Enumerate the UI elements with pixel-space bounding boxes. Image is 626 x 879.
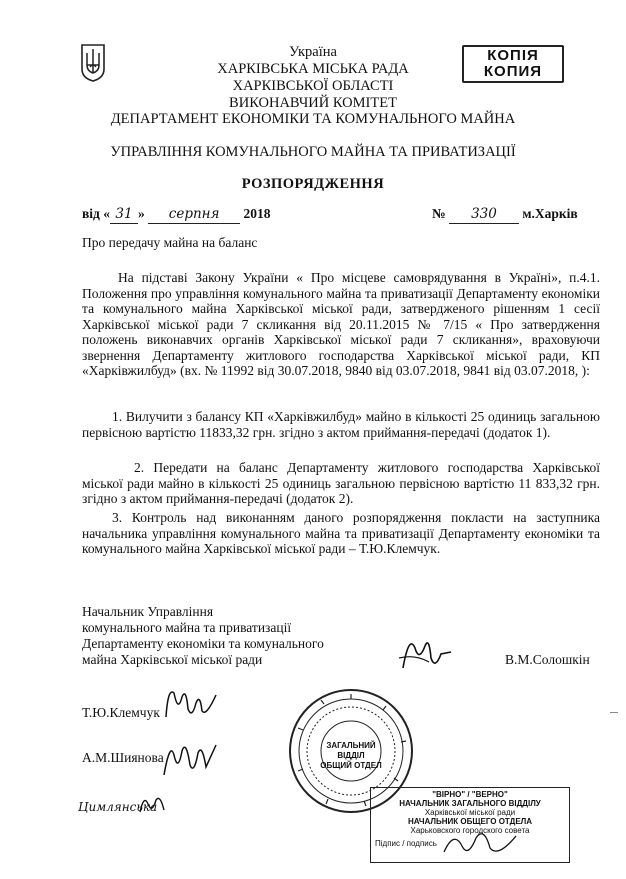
- margin-mark: [610, 712, 618, 713]
- header-department: ДЕПАРТАМЕНТ ЕКОНОМІКИ ТА КОМУНАЛЬНОГО МАЙНА: [110, 111, 516, 127]
- header-directorate: УПРАВЛІННЯ КОМУНАЛЬНОГО МАЙНА ТА ПРИВАТИЗАЦІЇ: [110, 144, 516, 160]
- verno-line-5: Підпис / подпись: [375, 839, 437, 848]
- signer-title-1: Начальник Управління: [82, 604, 214, 619]
- date-prefix: від «: [82, 206, 110, 221]
- approval-3: Цимлянська: [78, 800, 158, 814]
- verno-line-4: Харьковского городского совета: [410, 826, 530, 835]
- body-intro: На підставі Закону України « Про місцеве самоврядування в Україні», п.4.1. Положення про управління комунального майна та приватизації Департаменту економіки та комунального майна Харківської міської ради, затвердженого рішенням 1 сесії Харківської міської ради 7 скликання від 20.11.2015 № 7/15 « Про затвердження положень виконавчих органів Харківської міської ради 7 скликання», враховуючи звернення Департаменту житлового господарства Харківської міської ради, КП «Харківжилбуд» (вх. № 11992 від 30.07.2018, 9840 від 03.07.2018, 9841 від 03.07.2018, ):: [82, 270, 600, 378]
- verno-line-1: НАЧАЛЬНИК ЗАГАЛЬНОГО ВІДДІЛУ: [399, 799, 541, 808]
- approval-2: А.М.Шиянова: [82, 750, 164, 765]
- number-label: №: [432, 206, 446, 221]
- header-council: ХАРКІВСЬКА МІСЬКА РАДА: [217, 61, 409, 77]
- seal-center-3: ОБЩИЙ ОТДЕЛ: [320, 761, 382, 770]
- header-region: ХАРКІВСЬКОЇ ОБЛАСТІ: [232, 78, 394, 94]
- signer-title-2: комунального майна та приватизації: [82, 620, 292, 635]
- date-month: серпня: [148, 207, 240, 224]
- city: м.Харків: [522, 206, 578, 221]
- copy-stamp-line1: КОПІЯ: [487, 47, 539, 64]
- body-item1: 1. Вилучити з балансу КП «Харківжилбуд» майно в кількості 25 одиниць загальною первісною вартістю 11833,32 грн. згідно з актом приймання-передачі (додаток 1).: [82, 409, 600, 440]
- signer-title-4: майна Харківської міської ради: [82, 652, 263, 667]
- subject-line: Про передачу майна на баланс: [82, 235, 258, 250]
- number-line: [432, 206, 612, 224]
- verno-line-2: Харківської міської ради: [424, 808, 516, 817]
- verno-signature: [440, 822, 520, 862]
- signer-title-3: Департаменту економіки та комунального: [82, 636, 324, 651]
- body-item2: 2. Передати на баланс Департаменту житлового господарства Харківської міської ради майно в кількості 25 одиниць загальною первісною вартістю 11 833,32 грн. згідно з актом приймання-передачі (додаток 2).: [82, 460, 600, 506]
- copy-stamp-line2: КОПИЯ: [483, 63, 543, 80]
- approval-1-signature: [160, 683, 222, 723]
- approval-3-signature: [136, 790, 168, 818]
- date-year: 2018: [243, 206, 271, 221]
- body-item3: 3. Контроль над виконанням даного розпорядження покласти на заступника начальника управління комунального майна та приватизації Департаменту економіки та комунального майна Харківської міської ради – Т.Ю.Клемчук.: [82, 510, 600, 556]
- header-committee: ВИКОНАВЧИЙ КОМІТЕТ: [229, 95, 397, 111]
- date-day: 31: [110, 207, 138, 224]
- signer-name: В.М.Солошкін: [505, 652, 590, 667]
- date-close: »: [138, 206, 145, 221]
- verno-line-3: НАЧАЛЬНИК ОБЩЕГО ОТДЕЛА: [407, 817, 533, 826]
- verno-title: "ВІРНО" / "ВЕРНО": [432, 790, 508, 799]
- header-country: Україна: [289, 44, 337, 60]
- doc-type-title: РОЗПОРЯДЖЕННЯ: [241, 176, 385, 192]
- seal-center-2: ВІДДІЛ: [337, 751, 365, 760]
- director-signature: [395, 628, 455, 678]
- approval-2-signature: [160, 735, 220, 779]
- approval-1: Т.Ю.Клемчук: [82, 705, 160, 720]
- seal-center-1: ЗАГАЛЬНИЙ: [326, 741, 376, 750]
- doc-number: 330: [449, 207, 519, 224]
